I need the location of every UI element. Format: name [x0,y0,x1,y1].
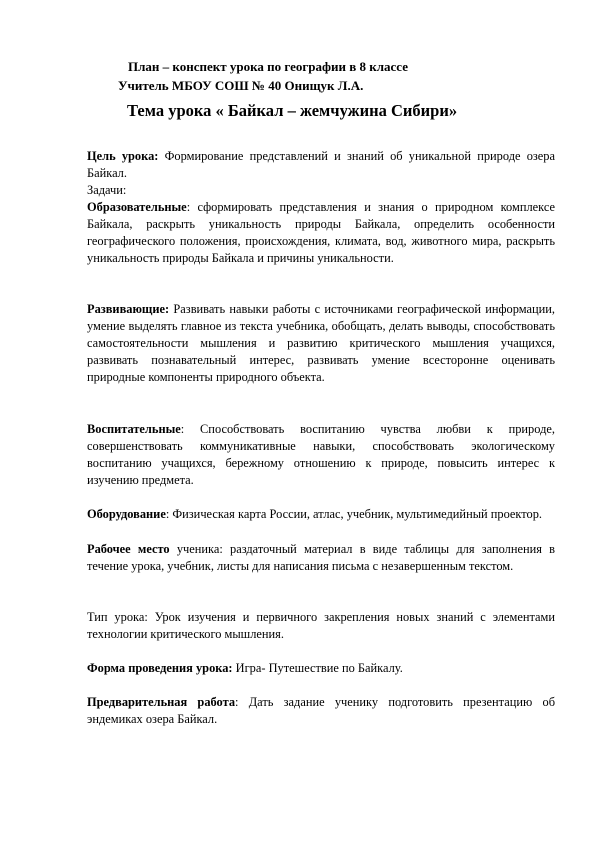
educational-text: : сформировать представления и знания о природном комплексе Байкала, раскрыть уникальность природы Байкала, определить особенности географического положения, происхождения, климата, вод, животного мира, раскрыть уникальность природы Байкала и причины уникальности. [87,200,555,265]
equipment-paragraph [87,506,555,523]
preliminary-label: Предварительная работа [87,695,236,709]
tasks-heading: Задачи: [87,183,127,197]
educational-paragraph [87,199,555,267]
lesson-form-text: Игра- Путешествие по Байкалу. [232,661,403,675]
teacher-line: Учитель МБОУ СОШ № 40 Онищук Л.А. [118,78,364,93]
lesson-topic: Тема урока « Байкал – жемчужина Сибири» [127,101,458,120]
workplace-label: Рабочее место [87,542,170,556]
goal-paragraph [87,148,555,182]
lesson-type-text: Тип урока: Урок изучения и первичного закрепления новых знаний с элементами технологии критического мышления. [87,610,555,641]
developing-label: Развивающие: [87,302,170,316]
lesson-form-label: Форма проведения урока: [87,661,233,675]
lesson-form-paragraph [87,660,555,677]
developing-text: Развивать навыки работы с источниками географической информации, умение выделять главное из текста учебника, обобщать, делать выводы, способствовать самостоятельности мышления и развитию критического мышления учащихся, развивать познавательный интерес, развивать умение всесторонне оценивать природные компоненты природного объекта. [87,302,555,384]
goal-label: Цель урока: [87,149,159,163]
nurturing-label: Воспитательные [87,422,181,436]
nurturing-text: : Способствовать воспитанию чувства любви к природе, совершенствовать коммуникативные навыки, способствовать экологическому воспитанию учащихся, бережному отношению к природе, повысить интерес к изучению предмета. [87,422,555,487]
lesson-type-paragraph [87,609,555,643]
equipment-text: : Физическая карта России, атлас, учебник, мультимедийный проектор. [165,507,543,521]
workplace-paragraph [87,541,555,575]
plan-title: План – конспект урока по географии в 8 классе [128,59,409,74]
workplace-text: ученика: раздаточный материал в виде таблицы для заполнения в течение урока, учебник, листы для написания письма с незавершенным текстом. [87,542,555,573]
educational-label: Образовательные [87,200,187,214]
equipment-label: Оборудование [87,507,166,521]
preliminary-text: : Дать задание ученику подготовить презентацию об эндемиках озера Байкал. [87,695,555,726]
developing-paragraph [87,301,555,386]
nurturing-paragraph [87,421,555,489]
preliminary-paragraph [87,694,555,728]
goal-text: Формирование представлений и знаний об уникальной природе озера Байкал. [87,149,555,180]
